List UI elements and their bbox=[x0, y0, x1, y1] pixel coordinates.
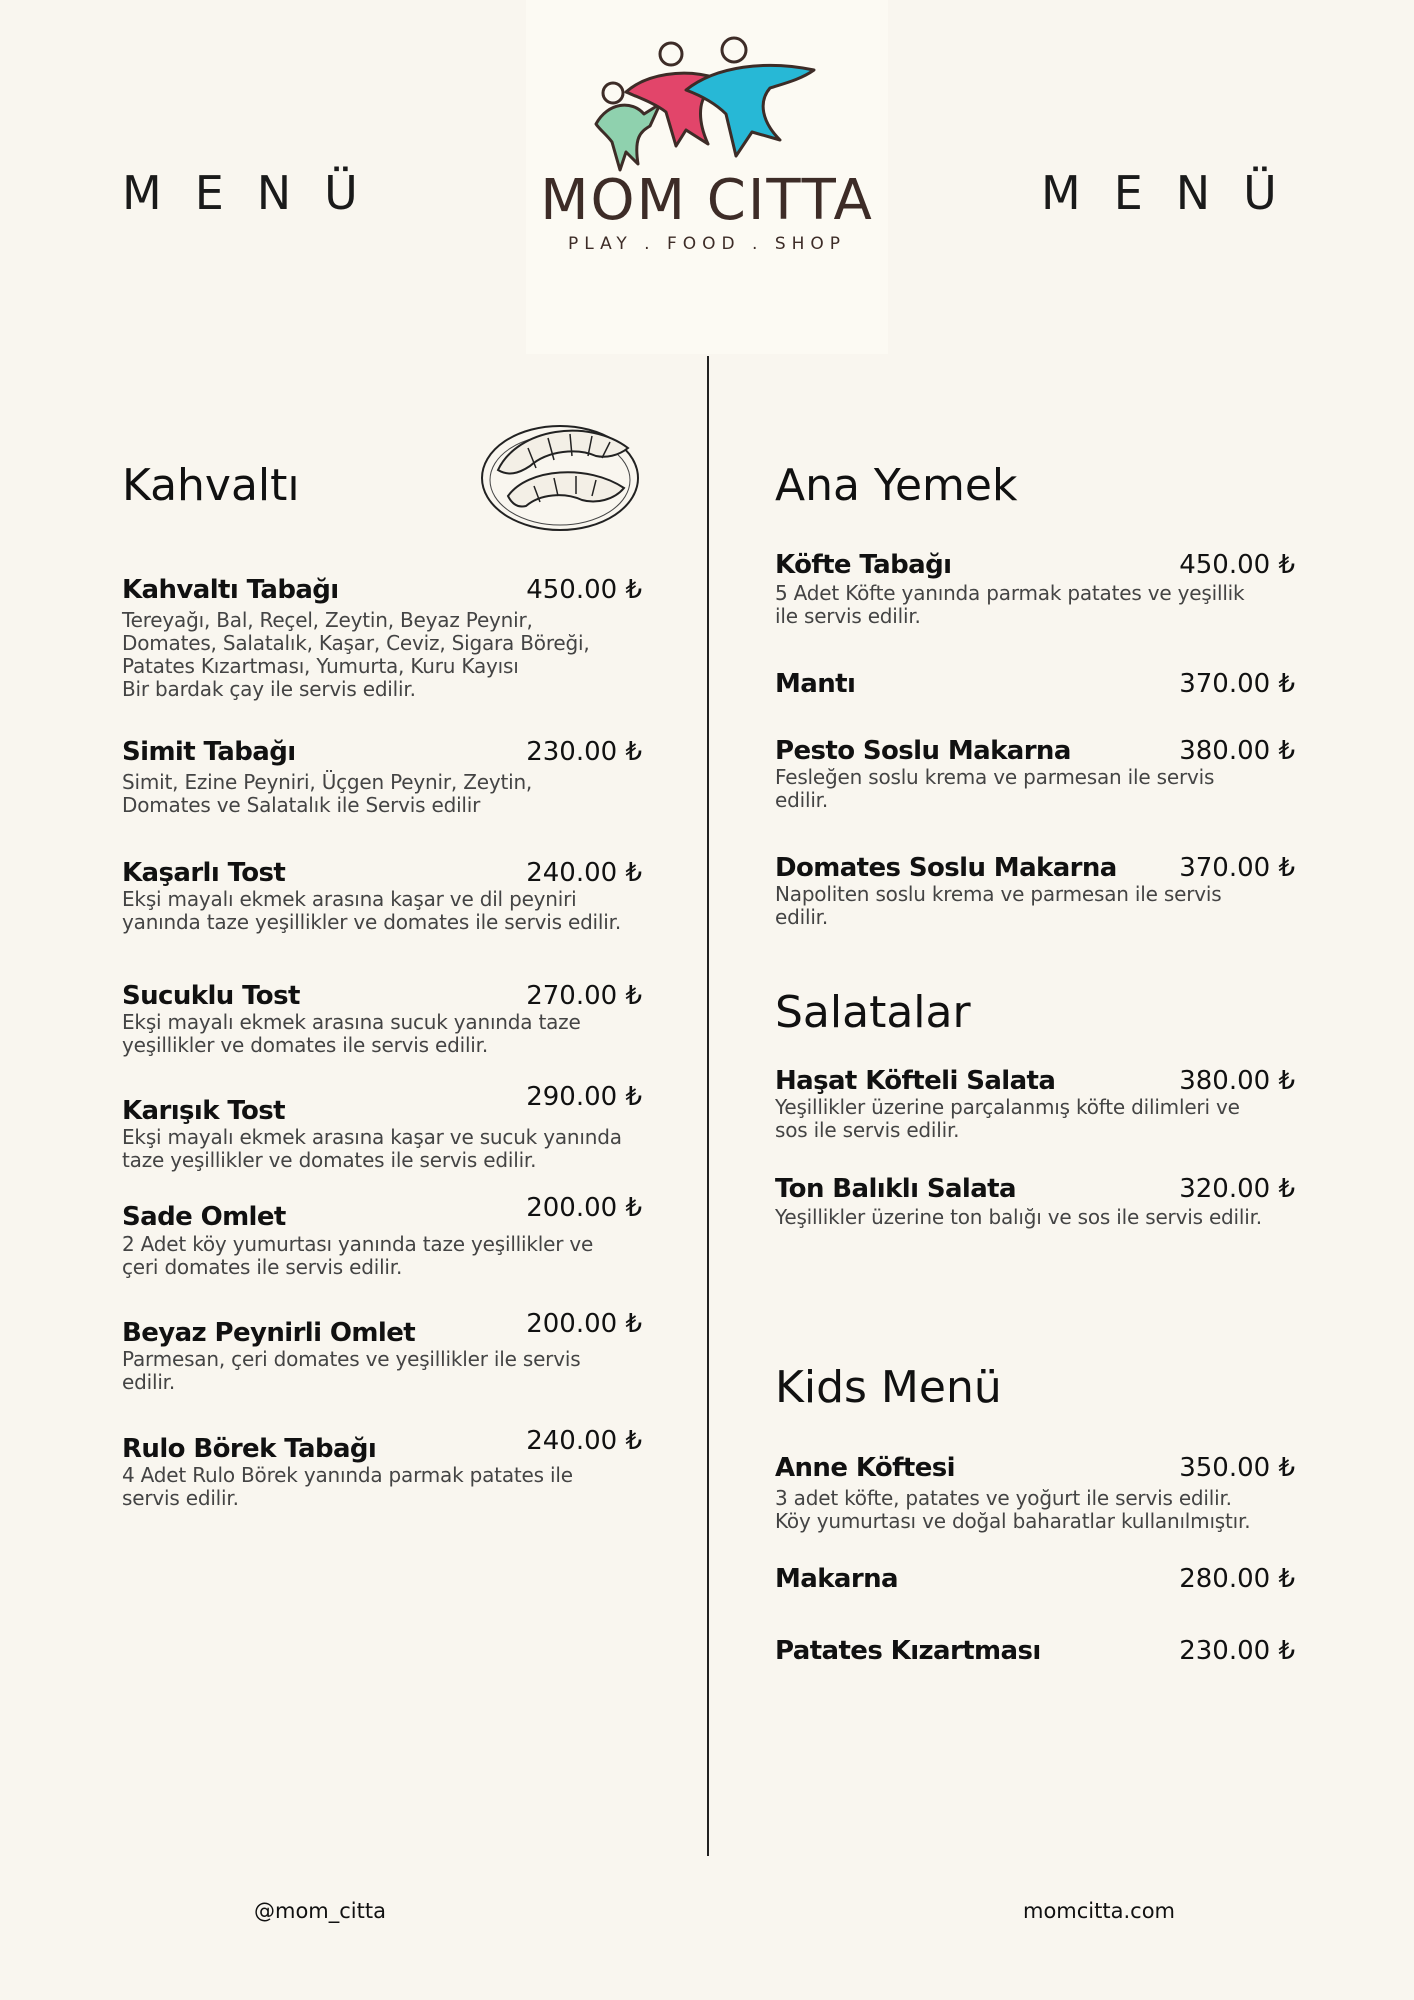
item-name: Makarna bbox=[775, 1564, 898, 1594]
item-description: Tereyağı, Bal, Reçel, Zeytin, Beyaz Peynir, Domates, Salatalık, Kaşar, Ceviz, Sigara Böreği, Patates Kızartması, Yumurta, Kuru Kayısı Bir bardak çay ile servis edilir. bbox=[122, 608, 590, 701]
item-price: 370.00 ₺ bbox=[1179, 669, 1295, 699]
item-price: 230.00 ₺ bbox=[1179, 1636, 1295, 1666]
item-name: Rulo Börek Tabağı bbox=[122, 1434, 377, 1464]
item-description: Ekşi mayalı ekmek arasına kaşar ve sucuk yanında taze yeşillikler ve domates ile servis edilir. bbox=[122, 1125, 622, 1172]
item-price: 200.00 ₺ bbox=[526, 1309, 642, 1339]
item-price: 280.00 ₺ bbox=[1179, 1564, 1295, 1594]
item-price: 370.00 ₺ bbox=[1179, 853, 1295, 883]
menu-item bbox=[122, 1082, 642, 1172]
section-title-kahvalti: Kahvaltı bbox=[122, 460, 300, 511]
item-description: Yeşillikler üzerine ton balığı ve sos ile servis edilir. bbox=[775, 1205, 1262, 1229]
item-price: 450.00 ₺ bbox=[1179, 550, 1295, 580]
menu-item bbox=[122, 1193, 642, 1279]
item-name: Anne Köftesi bbox=[775, 1453, 955, 1483]
website-link[interactable]: momcitta.com bbox=[1023, 1899, 1176, 1923]
section-title-kids: Kids Menü bbox=[775, 1362, 1002, 1413]
menu-item bbox=[122, 1426, 642, 1510]
croissant-illustration-icon bbox=[478, 408, 642, 538]
item-name: Sucuklu Tost bbox=[122, 981, 300, 1011]
menu-item bbox=[775, 669, 1295, 703]
item-name: Pesto Soslu Makarna bbox=[775, 736, 1071, 766]
menu-item bbox=[775, 1564, 1295, 1598]
item-description: Parmesan, çeri domates ve yeşillikler ile servis edilir. bbox=[122, 1347, 581, 1394]
brand-name: MOM CITTA bbox=[540, 168, 874, 233]
item-price: 380.00 ₺ bbox=[1179, 736, 1295, 766]
item-name: Karışık Tost bbox=[122, 1096, 286, 1126]
section-title-salatalar: Salatalar bbox=[775, 987, 971, 1038]
item-description: 3 adet köfte, patates ve yoğurt ile servis edilir. Köy yumurtası ve doğal baharatlar kullanılmıştır. bbox=[775, 1486, 1251, 1533]
instagram-handle[interactable]: @mom_citta bbox=[254, 1899, 386, 1923]
item-price: 200.00 ₺ bbox=[526, 1193, 642, 1223]
menu-item bbox=[775, 550, 1295, 628]
section-title-ana-yemek: Ana Yemek bbox=[775, 460, 1018, 511]
item-price: 290.00 ₺ bbox=[526, 1082, 642, 1112]
item-name: Kahvaltı Tabağı bbox=[122, 575, 339, 605]
item-name: Mantı bbox=[775, 669, 856, 699]
brand-tagline: PLAY . FOOD . SHOP bbox=[567, 234, 847, 254]
item-price: 350.00 ₺ bbox=[1179, 1453, 1295, 1483]
item-description: Fesleğen soslu krema ve parmesan ile servis edilir. bbox=[775, 765, 1215, 812]
item-description: Ekşi mayalı ekmek arasına kaşar ve dil peyniri yanında taze yeşillikler ve domates ile servis edilir. bbox=[122, 887, 621, 934]
item-description: 5 Adet Köfte yanında parmak patates ve yeşillik ile servis edilir. bbox=[775, 581, 1245, 628]
item-name: Köfte Tabağı bbox=[775, 550, 952, 580]
menu-item bbox=[775, 1066, 1295, 1142]
item-price: 240.00 ₺ bbox=[526, 1426, 642, 1456]
brand-logo bbox=[526, 0, 888, 354]
item-description: Napoliten soslu krema ve parmesan ile servis edilir. bbox=[775, 882, 1222, 929]
item-name: Ton Balıklı Salata bbox=[775, 1174, 1016, 1204]
item-name: Beyaz Peynirli Omlet bbox=[122, 1318, 416, 1348]
item-name: Sade Omlet bbox=[122, 1202, 286, 1232]
item-price: 450.00 ₺ bbox=[526, 575, 642, 605]
menu-item bbox=[775, 736, 1295, 812]
item-name: Patates Kızartması bbox=[775, 1636, 1041, 1666]
item-name: Kaşarlı Tost bbox=[122, 858, 286, 888]
family-figures-logo-icon bbox=[586, 22, 826, 172]
menu-item bbox=[775, 1453, 1295, 1533]
item-name: Simit Tabağı bbox=[122, 737, 296, 767]
item-name: Haşat Köfteli Salata bbox=[775, 1066, 1056, 1096]
menu-title-left: MENÜ bbox=[122, 166, 391, 220]
menu-item bbox=[775, 853, 1295, 929]
menu-item bbox=[122, 858, 642, 934]
menu-item bbox=[775, 1636, 1295, 1670]
menu-item bbox=[775, 1174, 1295, 1229]
item-description: Simit, Ezine Peyniri, Üçgen Peynir, Zeytin, Domates ve Salatalık ile Servis edilir bbox=[122, 770, 533, 817]
item-description: 2 Adet köy yumurtası yanında taze yeşillikler ve çeri domates ile servis edilir. bbox=[122, 1232, 594, 1279]
item-price: 380.00 ₺ bbox=[1179, 1066, 1295, 1096]
item-price: 230.00 ₺ bbox=[526, 737, 642, 767]
item-price: 320.00 ₺ bbox=[1179, 1174, 1295, 1204]
menu-item bbox=[122, 1309, 642, 1394]
item-price: 240.00 ₺ bbox=[526, 858, 642, 888]
item-price: 270.00 ₺ bbox=[526, 981, 642, 1011]
column-divider bbox=[707, 356, 709, 1856]
menu-title-right: MENÜ bbox=[1041, 166, 1310, 220]
item-description: 4 Adet Rulo Börek yanında parmak patates ile servis edilir. bbox=[122, 1463, 573, 1510]
item-description: Ekşi mayalı ekmek arasına sucuk yanında taze yeşillikler ve domates ile servis edilir. bbox=[122, 1010, 581, 1057]
item-description: Yeşillikler üzerine parçalanmış köfte dilimleri ve sos ile servis edilir. bbox=[775, 1095, 1240, 1142]
menu-item bbox=[122, 981, 642, 1057]
menu-item bbox=[122, 575, 642, 701]
item-name: Domates Soslu Makarna bbox=[775, 853, 1117, 883]
menu-item bbox=[122, 737, 642, 817]
